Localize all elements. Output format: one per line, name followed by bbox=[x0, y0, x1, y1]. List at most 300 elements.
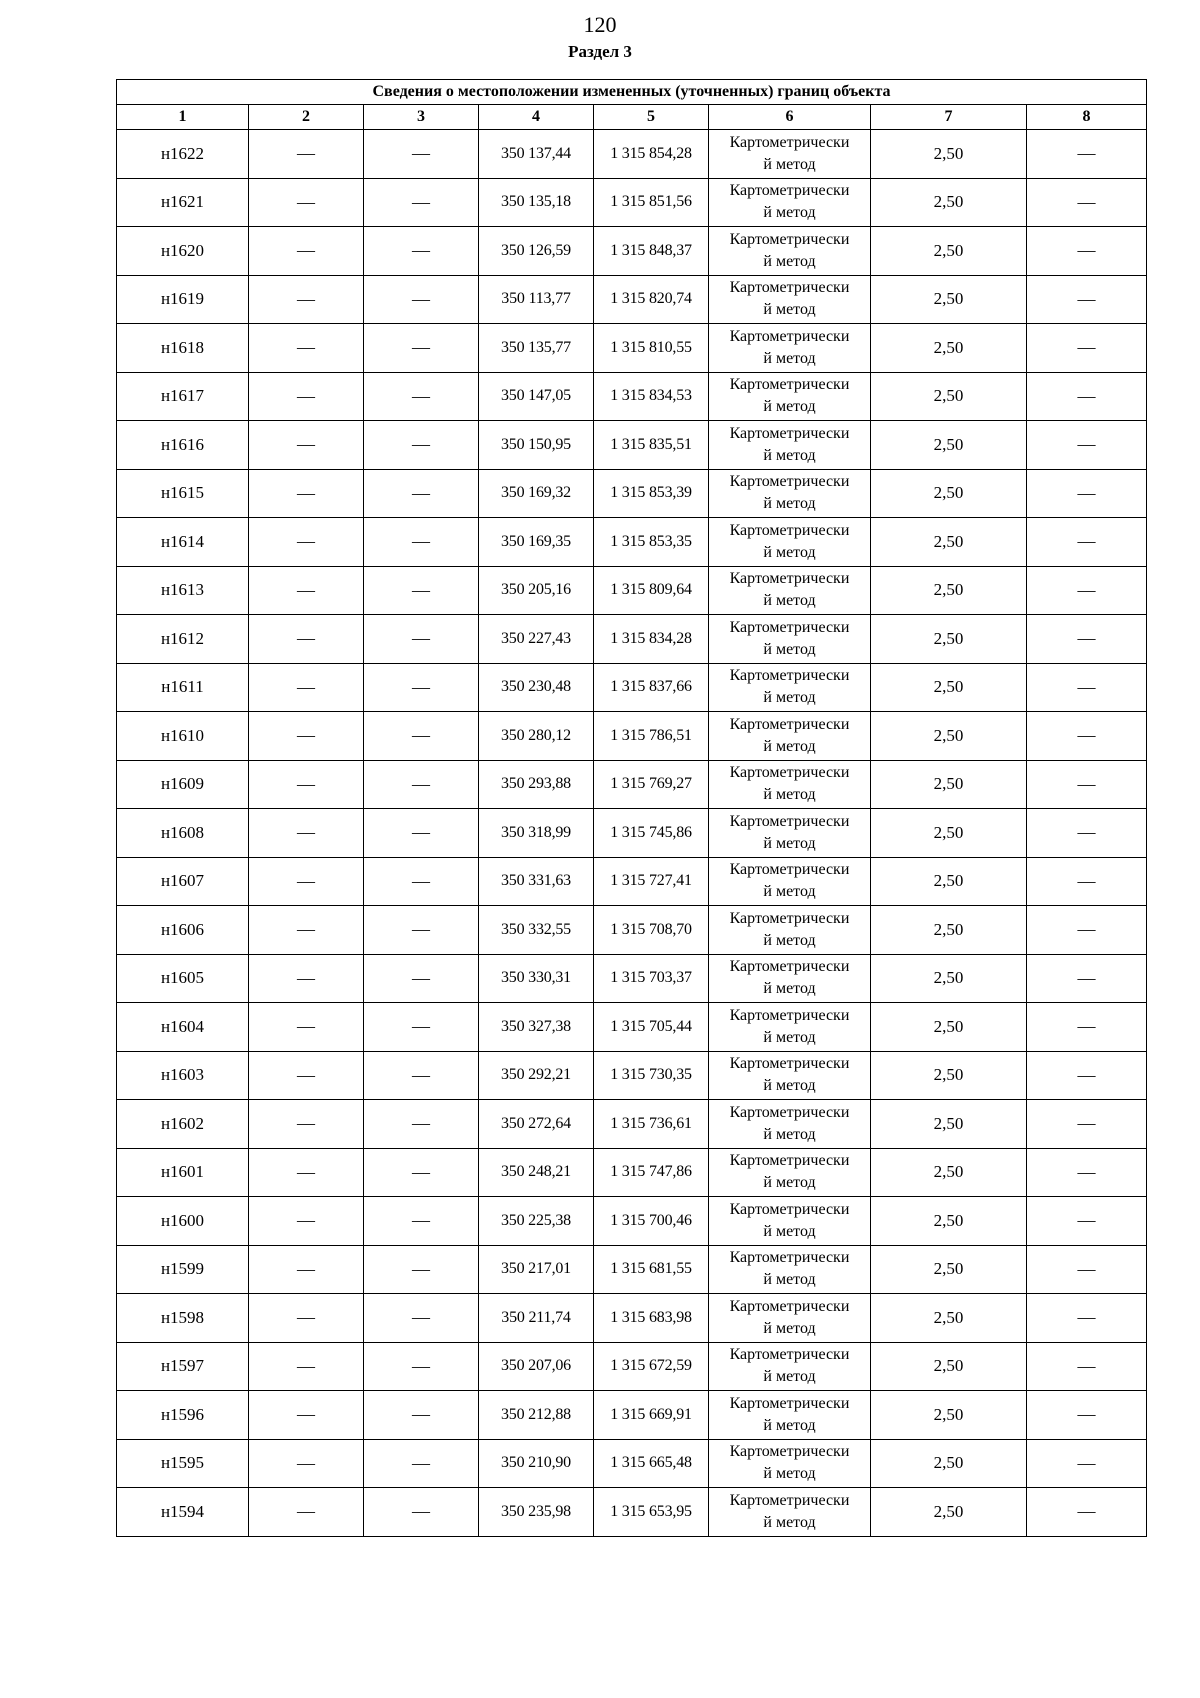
column-2-cell: — bbox=[249, 178, 364, 227]
column-3-cell: — bbox=[364, 1003, 479, 1052]
table-row bbox=[117, 372, 1147, 421]
method-cell bbox=[709, 1003, 871, 1052]
table-row bbox=[117, 1100, 1147, 1149]
method-text-line-1: Картометрически bbox=[729, 1152, 850, 1170]
accuracy-cell: 2,50 bbox=[871, 421, 1027, 470]
column-8-cell: — bbox=[1027, 712, 1147, 761]
column-8-cell: — bbox=[1027, 469, 1147, 518]
column-8-cell: — bbox=[1027, 1051, 1147, 1100]
y-coordinate-cell: 1 315 736,61 bbox=[594, 1100, 709, 1149]
accuracy-cell: 2,50 bbox=[871, 954, 1027, 1003]
point-id-cell: н1622 bbox=[117, 130, 249, 179]
column-2-cell: — bbox=[249, 1197, 364, 1246]
point-id-cell: н1600 bbox=[117, 1197, 249, 1246]
column-number: 4 bbox=[479, 105, 594, 130]
column-3-cell: — bbox=[364, 130, 479, 179]
table-row bbox=[117, 1003, 1147, 1052]
method-cell bbox=[709, 421, 871, 470]
column-2-cell: — bbox=[249, 1391, 364, 1440]
method-text-line-1: Картометрически bbox=[729, 1055, 850, 1073]
x-coordinate-cell: 350 235,98 bbox=[479, 1488, 594, 1537]
column-8-cell: — bbox=[1027, 663, 1147, 712]
table-row bbox=[117, 421, 1147, 470]
column-2-cell: — bbox=[249, 1100, 364, 1149]
column-8-cell: — bbox=[1027, 566, 1147, 615]
column-2-cell: — bbox=[249, 712, 364, 761]
method-text-line-2: й метод bbox=[763, 398, 816, 416]
table-row bbox=[117, 1197, 1147, 1246]
column-8-cell: — bbox=[1027, 615, 1147, 664]
y-coordinate-cell: 1 315 835,51 bbox=[594, 421, 709, 470]
y-coordinate-cell: 1 315 834,53 bbox=[594, 372, 709, 421]
column-3-cell: — bbox=[364, 1100, 479, 1149]
x-coordinate-cell: 350 135,77 bbox=[479, 324, 594, 373]
column-8-cell: — bbox=[1027, 857, 1147, 906]
point-id-cell: н1612 bbox=[117, 615, 249, 664]
method-cell bbox=[709, 372, 871, 421]
table-row bbox=[117, 760, 1147, 809]
point-id-cell: н1608 bbox=[117, 809, 249, 858]
method-text-line-1: Картометрически bbox=[729, 521, 850, 539]
method-text-line-1: Картометрически bbox=[729, 1443, 850, 1461]
y-coordinate-cell: 1 315 810,55 bbox=[594, 324, 709, 373]
column-2-cell: — bbox=[249, 275, 364, 324]
column-3-cell: — bbox=[364, 1051, 479, 1100]
method-text-line-1: Картометрически bbox=[729, 376, 850, 394]
y-coordinate-cell: 1 315 700,46 bbox=[594, 1197, 709, 1246]
column-number: 1 bbox=[117, 105, 249, 130]
column-2-cell: — bbox=[249, 1245, 364, 1294]
accuracy-cell: 2,50 bbox=[871, 1100, 1027, 1149]
column-8-cell: — bbox=[1027, 372, 1147, 421]
column-2-cell: — bbox=[249, 518, 364, 567]
method-cell bbox=[709, 1197, 871, 1246]
method-text-line-2: й метод bbox=[763, 640, 816, 658]
y-coordinate-cell: 1 315 672,59 bbox=[594, 1342, 709, 1391]
x-coordinate-cell: 350 248,21 bbox=[479, 1148, 594, 1197]
method-cell bbox=[709, 469, 871, 518]
method-text-line-1: Картометрически bbox=[729, 909, 850, 927]
accuracy-cell: 2,50 bbox=[871, 857, 1027, 906]
y-coordinate-cell: 1 315 786,51 bbox=[594, 712, 709, 761]
column-8-cell: — bbox=[1027, 324, 1147, 373]
method-text-line-2: й метод bbox=[763, 1465, 816, 1483]
method-text-line-2: й метод bbox=[763, 1416, 816, 1434]
method-cell bbox=[709, 1245, 871, 1294]
table-row bbox=[117, 518, 1147, 567]
column-3-cell: — bbox=[364, 566, 479, 615]
x-coordinate-cell: 350 217,01 bbox=[479, 1245, 594, 1294]
method-cell bbox=[709, 275, 871, 324]
column-8-cell: — bbox=[1027, 906, 1147, 955]
method-cell bbox=[709, 178, 871, 227]
point-id-cell: н1617 bbox=[117, 372, 249, 421]
accuracy-cell: 2,50 bbox=[871, 178, 1027, 227]
x-coordinate-cell: 350 207,06 bbox=[479, 1342, 594, 1391]
x-coordinate-cell: 350 332,55 bbox=[479, 906, 594, 955]
method-text-line-1: Картометрически bbox=[729, 812, 850, 830]
accuracy-cell: 2,50 bbox=[871, 1197, 1027, 1246]
accuracy-cell: 2,50 bbox=[871, 372, 1027, 421]
accuracy-cell: 2,50 bbox=[871, 324, 1027, 373]
table-row bbox=[117, 275, 1147, 324]
method-cell bbox=[709, 1488, 871, 1537]
y-coordinate-cell: 1 315 708,70 bbox=[594, 906, 709, 955]
x-coordinate-cell: 350 169,32 bbox=[479, 469, 594, 518]
column-8-cell: — bbox=[1027, 1294, 1147, 1343]
column-2-cell: — bbox=[249, 469, 364, 518]
column-8-cell: — bbox=[1027, 178, 1147, 227]
table-row bbox=[117, 469, 1147, 518]
method-text-line-1: Картометрически bbox=[729, 715, 850, 733]
x-coordinate-cell: 350 150,95 bbox=[479, 421, 594, 470]
table-row bbox=[117, 1294, 1147, 1343]
x-coordinate-cell: 350 126,59 bbox=[479, 227, 594, 276]
x-coordinate-cell: 350 211,74 bbox=[479, 1294, 594, 1343]
method-cell bbox=[709, 1051, 871, 1100]
x-coordinate-cell: 350 113,77 bbox=[479, 275, 594, 324]
column-2-cell: — bbox=[249, 1051, 364, 1100]
method-text-line-1: Картометрически bbox=[729, 764, 850, 782]
column-8-cell: — bbox=[1027, 1439, 1147, 1488]
y-coordinate-cell: 1 315 853,39 bbox=[594, 469, 709, 518]
column-3-cell: — bbox=[364, 1439, 479, 1488]
accuracy-cell: 2,50 bbox=[871, 1391, 1027, 1440]
point-id-cell: н1609 bbox=[117, 760, 249, 809]
y-coordinate-cell: 1 315 683,98 bbox=[594, 1294, 709, 1343]
column-3-cell: — bbox=[364, 518, 479, 567]
page-number: 120 bbox=[583, 12, 617, 37]
y-coordinate-cell: 1 315 665,48 bbox=[594, 1439, 709, 1488]
method-text-line-2: й метод bbox=[763, 1513, 816, 1531]
x-coordinate-cell: 350 210,90 bbox=[479, 1439, 594, 1488]
column-3-cell: — bbox=[364, 712, 479, 761]
x-coordinate-cell: 350 205,16 bbox=[479, 566, 594, 615]
table-row bbox=[117, 906, 1147, 955]
y-coordinate-cell: 1 315 848,37 bbox=[594, 227, 709, 276]
column-3-cell: — bbox=[364, 1294, 479, 1343]
x-coordinate-cell: 350 327,38 bbox=[479, 1003, 594, 1052]
table-body bbox=[117, 130, 1147, 1537]
column-2-cell: — bbox=[249, 1488, 364, 1537]
column-number: 7 bbox=[871, 105, 1027, 130]
method-cell bbox=[709, 1294, 871, 1343]
table-row bbox=[117, 324, 1147, 373]
accuracy-cell: 2,50 bbox=[871, 906, 1027, 955]
y-coordinate-cell: 1 315 851,56 bbox=[594, 178, 709, 227]
column-3-cell: — bbox=[364, 421, 479, 470]
method-cell bbox=[709, 906, 871, 955]
point-id-cell: н1606 bbox=[117, 906, 249, 955]
column-number: 5 bbox=[594, 105, 709, 130]
point-id-cell: н1595 bbox=[117, 1439, 249, 1488]
accuracy-cell: 2,50 bbox=[871, 1294, 1027, 1343]
method-cell bbox=[709, 566, 871, 615]
column-2-cell: — bbox=[249, 615, 364, 664]
method-text-line-1: Картометрически bbox=[729, 424, 850, 442]
column-number: 6 bbox=[709, 105, 871, 130]
y-coordinate-cell: 1 315 703,37 bbox=[594, 954, 709, 1003]
table-row bbox=[117, 566, 1147, 615]
column-number: 2 bbox=[249, 105, 364, 130]
y-coordinate-cell: 1 315 681,55 bbox=[594, 1245, 709, 1294]
point-id-cell: н1597 bbox=[117, 1342, 249, 1391]
point-id-cell: н1607 bbox=[117, 857, 249, 906]
y-coordinate-cell: 1 315 653,95 bbox=[594, 1488, 709, 1537]
column-2-cell: — bbox=[249, 1003, 364, 1052]
table-caption: Сведения о местоположении измененных (уточненных) границ объекта bbox=[117, 80, 1147, 105]
section-title: Раздел 3 bbox=[568, 42, 632, 61]
table-row bbox=[117, 130, 1147, 179]
method-text-line-2: й метод bbox=[763, 1271, 816, 1289]
column-2-cell: — bbox=[249, 954, 364, 1003]
column-2-cell: — bbox=[249, 809, 364, 858]
method-cell bbox=[709, 615, 871, 664]
method-text-line-2: й метод bbox=[763, 204, 816, 222]
point-id-cell: н1610 bbox=[117, 712, 249, 761]
column-8-cell: — bbox=[1027, 1342, 1147, 1391]
point-id-cell: н1599 bbox=[117, 1245, 249, 1294]
column-8-cell: — bbox=[1027, 1391, 1147, 1440]
method-text-line-2: й метод bbox=[763, 1368, 816, 1386]
method-text-line-1: Картометрически bbox=[729, 230, 850, 248]
point-id-cell: н1602 bbox=[117, 1100, 249, 1149]
method-cell bbox=[709, 663, 871, 712]
column-3-cell: — bbox=[364, 1197, 479, 1246]
accuracy-cell: 2,50 bbox=[871, 615, 1027, 664]
method-text-line-1: Картометрически bbox=[729, 861, 850, 879]
column-number: 3 bbox=[364, 105, 479, 130]
column-number: 8 bbox=[1027, 105, 1147, 130]
y-coordinate-cell: 1 315 853,35 bbox=[594, 518, 709, 567]
column-2-cell: — bbox=[249, 760, 364, 809]
column-8-cell: — bbox=[1027, 1245, 1147, 1294]
method-text-line-1: Картометрически bbox=[729, 182, 850, 200]
method-text-line-1: Картометрически bbox=[729, 958, 850, 976]
column-8-cell: — bbox=[1027, 1100, 1147, 1149]
method-cell bbox=[709, 954, 871, 1003]
method-text-line-1: Картометрически bbox=[729, 133, 850, 151]
column-3-cell: — bbox=[364, 760, 479, 809]
column-3-cell: — bbox=[364, 906, 479, 955]
y-coordinate-cell: 1 315 747,86 bbox=[594, 1148, 709, 1197]
method-text-line-1: Картометрически bbox=[729, 570, 850, 588]
method-cell bbox=[709, 518, 871, 567]
y-coordinate-cell: 1 315 820,74 bbox=[594, 275, 709, 324]
accuracy-cell: 2,50 bbox=[871, 1342, 1027, 1391]
method-text-line-2: й метод bbox=[763, 155, 816, 173]
column-2-cell: — bbox=[249, 1342, 364, 1391]
column-3-cell: — bbox=[364, 469, 479, 518]
column-8-cell: — bbox=[1027, 1148, 1147, 1197]
column-8-cell: — bbox=[1027, 954, 1147, 1003]
accuracy-cell: 2,50 bbox=[871, 760, 1027, 809]
point-id-cell: н1605 bbox=[117, 954, 249, 1003]
point-id-cell: н1604 bbox=[117, 1003, 249, 1052]
x-coordinate-cell: 350 147,05 bbox=[479, 372, 594, 421]
method-cell bbox=[709, 130, 871, 179]
x-coordinate-cell: 350 169,35 bbox=[479, 518, 594, 567]
accuracy-cell: 2,50 bbox=[871, 1439, 1027, 1488]
column-2-cell: — bbox=[249, 227, 364, 276]
column-8-cell: — bbox=[1027, 518, 1147, 567]
method-text-line-1: Картометрически bbox=[729, 327, 850, 345]
column-3-cell: — bbox=[364, 809, 479, 858]
table-row bbox=[117, 809, 1147, 858]
column-3-cell: — bbox=[364, 227, 479, 276]
table-row bbox=[117, 227, 1147, 276]
method-cell bbox=[709, 760, 871, 809]
column-3-cell: — bbox=[364, 275, 479, 324]
method-text-line-1: Картометрически bbox=[729, 1006, 850, 1024]
table-row bbox=[117, 1148, 1147, 1197]
point-id-cell: н1613 bbox=[117, 566, 249, 615]
column-3-cell: — bbox=[364, 1342, 479, 1391]
method-text-line-1: Картометрически bbox=[729, 1249, 850, 1267]
accuracy-cell: 2,50 bbox=[871, 469, 1027, 518]
method-cell bbox=[709, 1391, 871, 1440]
y-coordinate-cell: 1 315 727,41 bbox=[594, 857, 709, 906]
method-text-line-1: Картометрически bbox=[729, 1346, 850, 1364]
method-text-line-2: й метод bbox=[763, 349, 816, 367]
point-id-cell: н1594 bbox=[117, 1488, 249, 1537]
column-8-cell: — bbox=[1027, 1197, 1147, 1246]
column-8-cell: — bbox=[1027, 130, 1147, 179]
point-id-cell: н1598 bbox=[117, 1294, 249, 1343]
column-8-cell: — bbox=[1027, 760, 1147, 809]
accuracy-cell: 2,50 bbox=[871, 1003, 1027, 1052]
accuracy-cell: 2,50 bbox=[871, 1488, 1027, 1537]
method-text-line-2: й метод bbox=[763, 1028, 816, 1046]
column-3-cell: — bbox=[364, 178, 479, 227]
column-2-cell: — bbox=[249, 566, 364, 615]
method-text-line-2: й метод bbox=[763, 786, 816, 804]
column-2-cell: — bbox=[249, 1148, 364, 1197]
column-2-cell: — bbox=[249, 324, 364, 373]
point-id-cell: н1596 bbox=[117, 1391, 249, 1440]
point-id-cell: н1620 bbox=[117, 227, 249, 276]
point-id-cell: н1614 bbox=[117, 518, 249, 567]
y-coordinate-cell: 1 315 745,86 bbox=[594, 809, 709, 858]
method-cell bbox=[709, 857, 871, 906]
column-3-cell: — bbox=[364, 663, 479, 712]
y-coordinate-cell: 1 315 809,64 bbox=[594, 566, 709, 615]
table-row bbox=[117, 1051, 1147, 1100]
method-text-line-1: Картометрически bbox=[729, 1394, 850, 1412]
table-row bbox=[117, 857, 1147, 906]
x-coordinate-cell: 350 212,88 bbox=[479, 1391, 594, 1440]
table-row bbox=[117, 1488, 1147, 1537]
column-3-cell: — bbox=[364, 954, 479, 1003]
method-cell bbox=[709, 1342, 871, 1391]
point-id-cell: н1621 bbox=[117, 178, 249, 227]
point-id-cell: н1611 bbox=[117, 663, 249, 712]
column-3-cell: — bbox=[364, 1245, 479, 1294]
method-text-line-2: й метод bbox=[763, 1077, 816, 1095]
method-cell bbox=[709, 324, 871, 373]
point-id-cell: н1603 bbox=[117, 1051, 249, 1100]
y-coordinate-cell: 1 315 705,44 bbox=[594, 1003, 709, 1052]
x-coordinate-cell: 350 230,48 bbox=[479, 663, 594, 712]
boundary-coordinates-table bbox=[116, 79, 1147, 1537]
column-2-cell: — bbox=[249, 130, 364, 179]
y-coordinate-cell: 1 315 854,28 bbox=[594, 130, 709, 179]
table-row bbox=[117, 712, 1147, 761]
table-row bbox=[117, 663, 1147, 712]
accuracy-cell: 2,50 bbox=[871, 1148, 1027, 1197]
accuracy-cell: 2,50 bbox=[871, 275, 1027, 324]
method-text-line-2: й метод bbox=[763, 737, 816, 755]
accuracy-cell: 2,50 bbox=[871, 518, 1027, 567]
x-coordinate-cell: 350 331,63 bbox=[479, 857, 594, 906]
accuracy-cell: 2,50 bbox=[871, 130, 1027, 179]
x-coordinate-cell: 350 227,43 bbox=[479, 615, 594, 664]
method-text-line-2: й метод bbox=[763, 446, 816, 464]
point-id-cell: н1616 bbox=[117, 421, 249, 470]
x-coordinate-cell: 350 137,44 bbox=[479, 130, 594, 179]
column-3-cell: — bbox=[364, 1391, 479, 1440]
method-text-line-1: Картометрически bbox=[729, 1103, 850, 1121]
method-text-line-2: й метод bbox=[763, 1174, 816, 1192]
accuracy-cell: 2,50 bbox=[871, 712, 1027, 761]
method-text-line-1: Картометрически bbox=[729, 667, 850, 685]
method-text-line-1: Картометрически bbox=[729, 1491, 850, 1509]
column-8-cell: — bbox=[1027, 809, 1147, 858]
method-cell bbox=[709, 1100, 871, 1149]
x-coordinate-cell: 350 293,88 bbox=[479, 760, 594, 809]
method-text-line-2: й метод bbox=[763, 252, 816, 270]
point-id-cell: н1615 bbox=[117, 469, 249, 518]
method-text-line-2: й метод bbox=[763, 883, 816, 901]
column-2-cell: — bbox=[249, 372, 364, 421]
accuracy-cell: 2,50 bbox=[871, 227, 1027, 276]
x-coordinate-cell: 350 272,64 bbox=[479, 1100, 594, 1149]
column-number-row bbox=[117, 105, 1147, 130]
y-coordinate-cell: 1 315 730,35 bbox=[594, 1051, 709, 1100]
table-row bbox=[117, 1391, 1147, 1440]
column-8-cell: — bbox=[1027, 1003, 1147, 1052]
column-2-cell: — bbox=[249, 906, 364, 955]
method-cell bbox=[709, 1439, 871, 1488]
table-row bbox=[117, 1342, 1147, 1391]
x-coordinate-cell: 350 330,31 bbox=[479, 954, 594, 1003]
column-3-cell: — bbox=[364, 372, 479, 421]
column-8-cell: — bbox=[1027, 1488, 1147, 1537]
accuracy-cell: 2,50 bbox=[871, 1245, 1027, 1294]
y-coordinate-cell: 1 315 769,27 bbox=[594, 760, 709, 809]
method-text-line-2: й метод bbox=[763, 1222, 816, 1240]
table-row bbox=[117, 1245, 1147, 1294]
method-text-line-1: Картометрически bbox=[729, 473, 850, 491]
accuracy-cell: 2,50 bbox=[871, 809, 1027, 858]
method-text-line-1: Картометрически bbox=[729, 1200, 850, 1218]
method-cell bbox=[709, 1148, 871, 1197]
x-coordinate-cell: 350 280,12 bbox=[479, 712, 594, 761]
method-text-line-2: й метод bbox=[763, 543, 816, 561]
table-row bbox=[117, 615, 1147, 664]
point-id-cell: н1619 bbox=[117, 275, 249, 324]
column-2-cell: — bbox=[249, 663, 364, 712]
column-3-cell: — bbox=[364, 1148, 479, 1197]
column-8-cell: — bbox=[1027, 275, 1147, 324]
method-text-line-2: й метод bbox=[763, 1125, 816, 1143]
method-text-line-2: й метод bbox=[763, 592, 816, 610]
accuracy-cell: 2,50 bbox=[871, 663, 1027, 712]
method-text-line-1: Картометрически bbox=[729, 279, 850, 297]
table-row bbox=[117, 954, 1147, 1003]
method-text-line-2: й метод bbox=[763, 834, 816, 852]
column-8-cell: — bbox=[1027, 227, 1147, 276]
